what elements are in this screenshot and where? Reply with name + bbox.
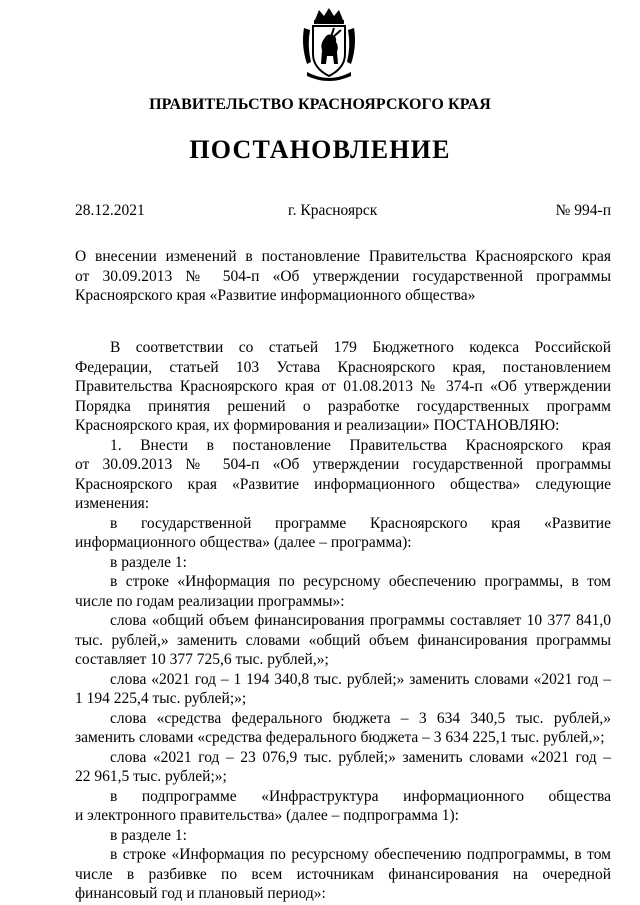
body-line: в строке «Информация по ресурсному обеспечению программы, в том bbox=[110, 573, 611, 590]
body-line: числе по годам реализации программы»: bbox=[75, 592, 345, 610]
body-line: в разделе 1: bbox=[110, 826, 187, 844]
body-line: 1. Внести в постановление Правительства Красноярского края bbox=[110, 436, 611, 454]
body-line: Правительства Красноярского края от 01.08.2013 № 374-п «Об утверждении bbox=[75, 378, 611, 395]
body-line: слова «2021 год – 23 076,9 тыс. рублей;» заменить словами «2021 год – bbox=[110, 748, 611, 766]
body-line: числе в разбивке по всем источникам финансирования на очередной bbox=[75, 865, 611, 883]
body-line: Красноярского края, их формирования и реализации» ПОСТАНОВЛЯЮ: bbox=[75, 417, 560, 434]
subject-line: О внесении изменений в постановление Правительства Красноярского края bbox=[75, 248, 611, 265]
body-line: слова «2021 год – 1 194 340,8 тыс. рублей;» заменить словами «2021 год – bbox=[110, 670, 611, 688]
body-line: финансовый год и плановый период»: bbox=[75, 885, 326, 902]
body-line: Порядка принятия решений о разработке государственных программ bbox=[75, 397, 611, 415]
body-line: составляет 10 377 725,6 тыс. рублей,»; bbox=[75, 651, 329, 668]
document-body bbox=[75, 338, 611, 904]
body-line: изменения: bbox=[75, 495, 150, 512]
document-city: г. Красноярск bbox=[288, 202, 378, 219]
document-type: ПОСТАНОВЛЕНИЕ bbox=[189, 135, 451, 164]
government-name: ПРАВИТЕЛЬСТВО КРАСНОЯРСКОГО КРАЯ bbox=[149, 96, 491, 113]
body-line: в государственной программе Красноярского края «Развитие bbox=[110, 514, 611, 532]
document-subject bbox=[75, 247, 611, 306]
body-line: в подпрограмме «Инфраструктура информационного общества bbox=[110, 787, 611, 805]
body-line: информационного общества» (далее – программа): bbox=[75, 534, 412, 551]
subject-line: от 30.09.2013 № 504-п «Об утверждении государственной программы bbox=[75, 267, 611, 285]
body-line: тыс. рублей,» заменить словами «общий объем финансирования программы bbox=[75, 631, 611, 649]
document-date: 28.12.2021 bbox=[75, 202, 145, 219]
body-line: Красноярского края «Развитие информационного общества» следующие bbox=[75, 475, 611, 493]
body-line: слова «средства федерального бюджета – 3 634 340,5 тыс. рублей,» bbox=[110, 709, 611, 727]
body-line: и электронного правительства» (далее – подпрограмма 1): bbox=[75, 807, 459, 824]
body-line: 22 961,5 тыс. рублей;»; bbox=[75, 768, 227, 785]
body-line: заменить словами «средства федерального бюджета – 3 634 225,1 тыс. рублей,»; bbox=[75, 729, 605, 746]
body-line: Федерации, статьей 103 Устава Красноярского края, постановлением bbox=[75, 358, 611, 376]
body-line: в строке «Информация по ресурсному обеспечению подпрограммы, в том bbox=[110, 846, 611, 863]
krasnoyarsk-coat-of-arms-icon bbox=[301, 6, 357, 82]
body-line: 1 194 225,4 тыс. рублей;»; bbox=[75, 690, 247, 707]
body-line: в разделе 1: bbox=[110, 553, 187, 571]
document-number: № 994-п bbox=[555, 202, 611, 219]
body-line: слова «общий объем финансирования программы составляет 10 377 841,0 bbox=[110, 612, 611, 629]
subject-line: Красноярского края «Развитие информационного общества» bbox=[75, 287, 476, 304]
body-line: от 30.09.2013 № 504-п «Об утверждении государственной программы bbox=[75, 456, 611, 473]
body-line: В соответствии со статьей 179 Бюджетного кодекса Российской bbox=[110, 339, 611, 356]
